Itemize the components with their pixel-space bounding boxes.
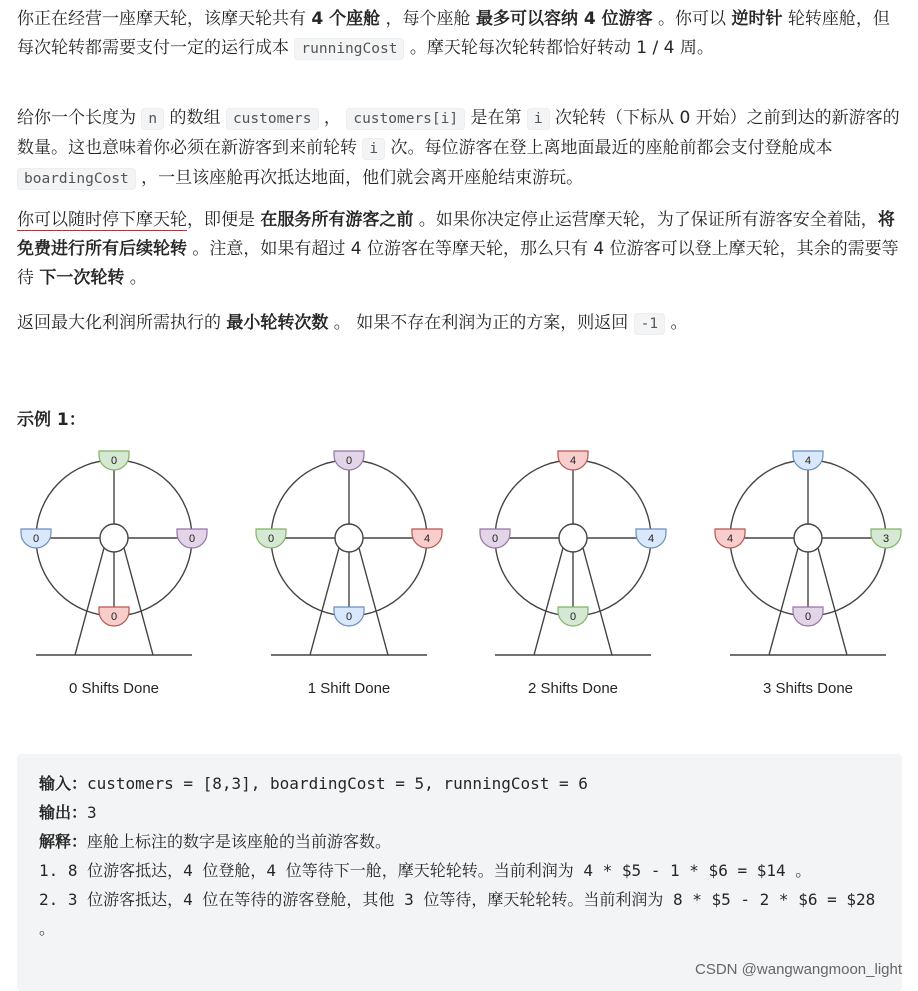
ferris-wheel [480,451,666,655]
wheel-hub [794,524,822,552]
support-leg [124,548,153,655]
wheel-hub [335,524,363,552]
support-leg [534,548,563,655]
cabin-count: 0 [110,455,118,467]
cabin-green [871,529,901,548]
wheel-hub [559,524,587,552]
ferris-wheel-diagram [0,440,918,670]
cabin-blue [21,529,51,548]
paragraph-intro: 你正在经营一座摩天轮，该摩天轮共有 4 个座舱 ，每个座舱 最多可以容纳 4 位游客 。你可以 逆时针 轮转座舱，但每次轮转都需要支付一定的运行成本 runningCost 。摩天轮每次轮转都恰好转动 1 / 4 周。 [17,9,890,58]
cabin-purple [793,607,823,626]
cabin-count: 4 [726,533,734,545]
output-line: 输出：3 [39,803,97,822]
support-leg [769,548,798,655]
support-leg [359,548,388,655]
paragraph-customers: 给你一个长度为 n 的数组 customers ， customers[i] 是在第 i 次轮转（下标从 0 开始）之前到达的新游客的数量。这也意味着你必须在新游客到来前轮转 i 次。每位游客在登上离地面最近的座舱前都会支付登舱成本 boardingCost ，一旦该座舱再次抵达地面，他们就会离开座舱结束游玩。 [17,108,900,188]
support-leg [310,548,339,655]
ferris-wheel [715,451,901,655]
cabin-red [715,529,745,548]
wheel-caption: 0 Shifts Done [68,680,160,697]
example-title: 示例 1： [17,410,86,430]
cabin-purple [480,529,510,548]
paragraph-return: 返回最大化利润所需执行的 最小轮转次数 。 如果不存在利润为正的方案，则返回 -1 。 [17,313,688,333]
cabin-green [99,451,129,470]
explain-line: 解释：座舱上标注的数字是该座舱的当前游客数。 [39,832,392,851]
cabin-green [256,529,286,548]
cabin-blue [793,451,823,470]
cabin-red [412,529,442,548]
ferris-wheel [21,451,207,655]
support-leg [75,548,104,655]
paragraph-stop: 你可以随时停下摩天轮，即便是 在服务所有游客之前 。如果你决定停止运营摩天轮，为了保证所有游客安全着陆，将免费进行所有后续轮转 。注意，如果有超过 4 位游客在等摩天轮，那么只有 4 位游客可以登上摩天轮，其余的需要等待 下一次轮转 。 [17,210,899,288]
cabin-count: 0 [267,533,275,545]
cabin-count: 3 [882,533,890,545]
example-code-block [17,754,902,991]
ferris-wheel [256,451,442,655]
cabin-green [558,607,588,626]
cabin-count: 0 [804,611,812,623]
cabin-count: 0 [110,611,118,623]
cabin-count: 0 [32,533,40,545]
wheel-hub [100,524,128,552]
cabin-count: 0 [491,533,499,545]
cabin-purple [334,451,364,470]
input-line: 输入：customers = [8,3], boardingCost = 5, runningCost = 6 [39,774,588,793]
cabin-count: 0 [345,611,353,623]
cabin-count: 4 [569,455,577,467]
cabin-blue [334,607,364,626]
cabin-red [99,607,129,626]
cabin-count: 0 [569,611,577,623]
cabin-count: 4 [423,533,431,545]
cabin-count: 4 [647,533,655,545]
wheel-caption: 1 Shift Done [307,680,391,697]
watermark: CSDN @wangwangmoon_light [695,961,902,978]
wheel-caption: 3 Shifts Done [762,680,854,697]
support-leg [818,548,847,655]
cabin-red [558,451,588,470]
wheel-caption: 2 Shifts Done [527,680,619,697]
cabin-count: 0 [345,455,353,467]
step-line: 1. 8 位游客抵达，4 位登舱，4 位等待下一舱，摩天轮轮转。当前利润为 4 * $5 - 1 * $6 = $14 。 [39,861,812,880]
cabin-blue [636,529,666,548]
cabin-purple [177,529,207,548]
step-line: 2. 3 位游客抵达，4 位在等待的游客登舱，其他 3 位等待，摩天轮轮转。当前利润为 8 * $5 - 2 * $6 = $28 。 [39,890,885,938]
support-leg [583,548,612,655]
cabin-count: 4 [804,455,812,467]
cabin-count: 0 [188,533,196,545]
